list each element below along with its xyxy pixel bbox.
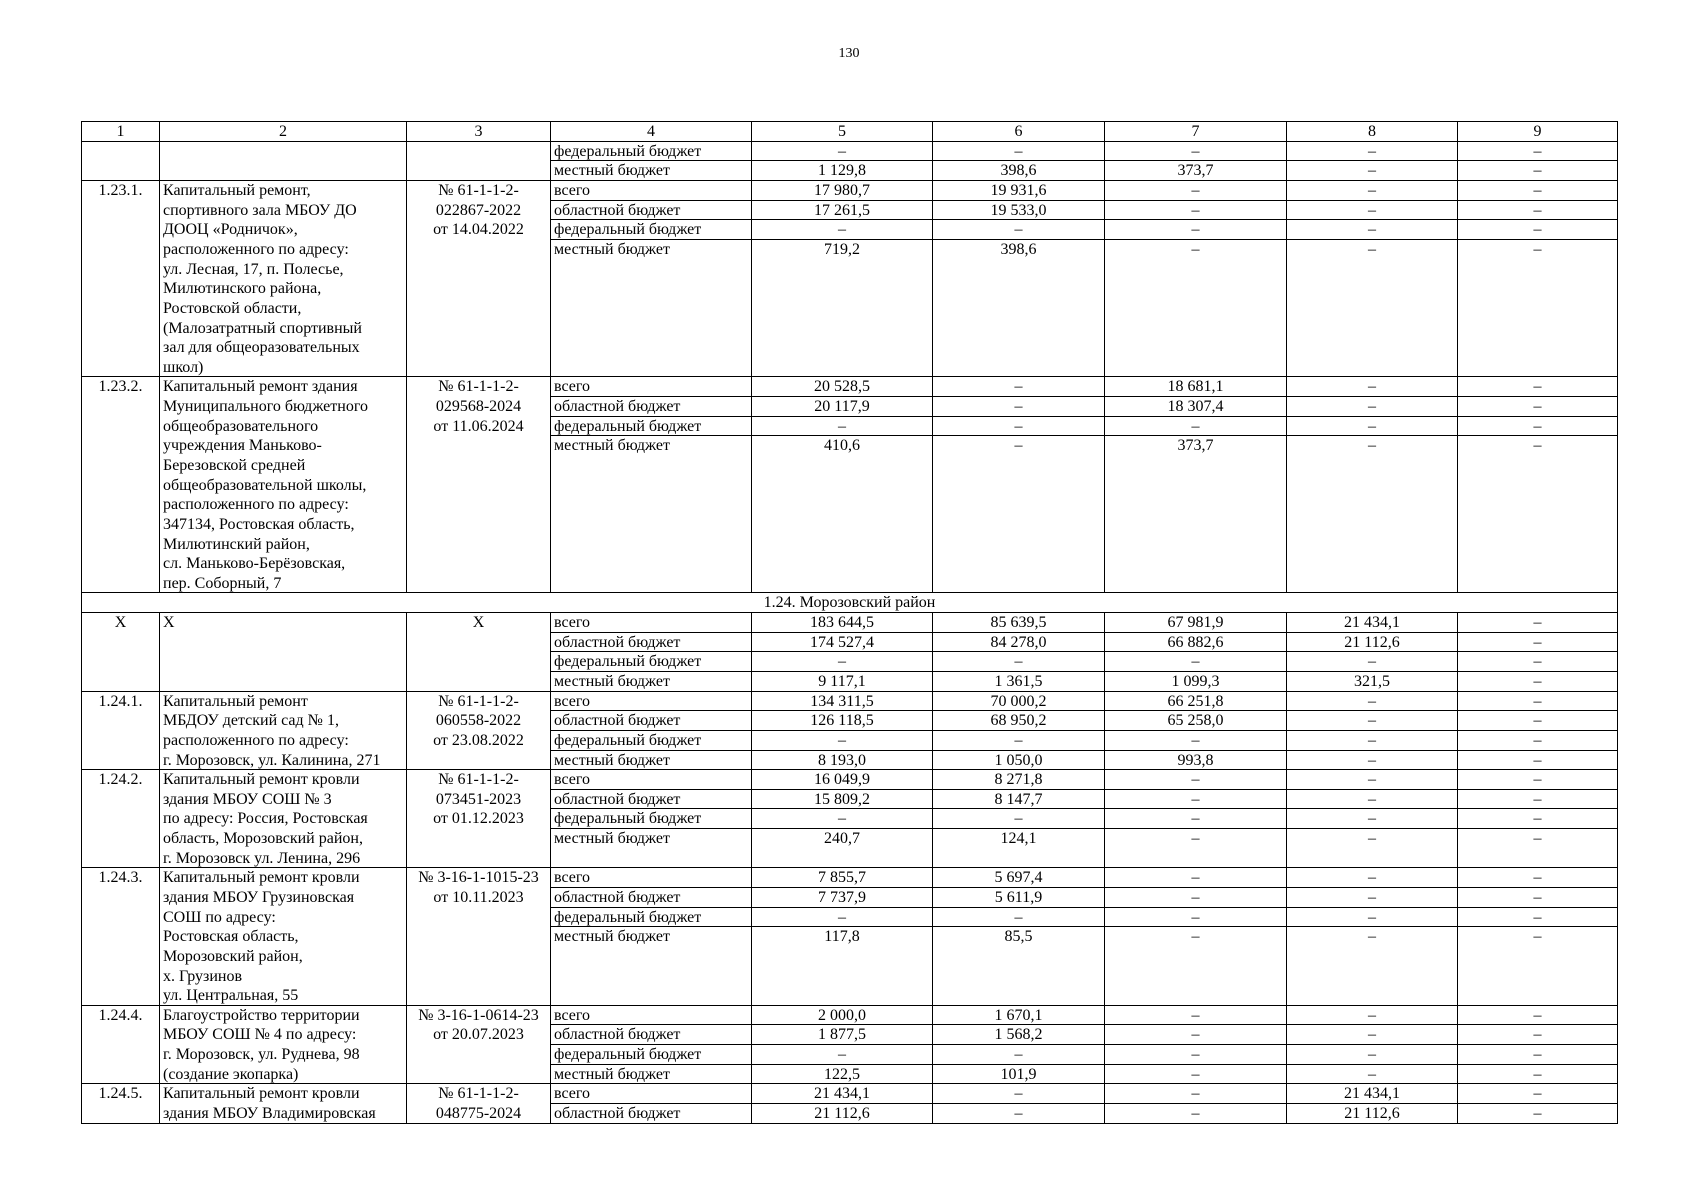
budget-value-col-6: 5 611,9 (933, 888, 1105, 908)
budget-value-col-7: – (1105, 652, 1287, 672)
item-description: Капитальный ремонт, спортивного зала МБОУ ДО ДООЦ «Родничок», расположенного по адресу: ул. Лесная, 17, п. Полесье, Милютинского района, Ростовской области, (Малозатратный спортивный зал для общеоразовательных школ) (160, 181, 407, 377)
budget-value-col-8: – (1287, 1006, 1458, 1026)
budget-value-col-6: 1 361,5 (933, 672, 1105, 692)
budget-value-col-9: – (1458, 240, 1618, 377)
header-col-4: 4 (551, 122, 752, 142)
budget-value-col-8: – (1287, 436, 1458, 593)
budget-value-col-8: – (1287, 220, 1458, 240)
budget-value-col-5: – (752, 652, 933, 672)
budget-value-col-7: – (1105, 908, 1287, 928)
budget-label: местный бюджет (551, 436, 752, 593)
budget-value-col-6: – (933, 652, 1105, 672)
budget-value-col-7: – (1105, 809, 1287, 829)
item-document: № 61-1-1-2- 060558-2022 от 23.08.2022 (407, 692, 551, 771)
budget-value-col-6: 85,5 (933, 927, 1105, 1006)
budget-value-col-6: – (933, 417, 1105, 437)
item-number: X (82, 613, 160, 692)
budget-value-col-7: 18 681,1 (1105, 377, 1287, 397)
item-number (82, 142, 160, 181)
budget-value-col-8: – (1287, 417, 1458, 437)
item-document: X (407, 613, 551, 692)
budget-label: всего (551, 770, 752, 790)
budget-value-col-8: – (1287, 868, 1458, 888)
budget-value-col-8: – (1287, 161, 1458, 181)
budget-value-col-5: 117,8 (752, 927, 933, 1006)
item-description: X (160, 613, 407, 692)
header-col-3: 3 (407, 122, 551, 142)
budget-label: всего (551, 692, 752, 712)
budget-value-col-6: – (933, 1104, 1105, 1124)
budget-value-col-7: – (1105, 888, 1287, 908)
budget-value-col-9: – (1458, 377, 1618, 397)
budget-label: всего (551, 377, 752, 397)
budget-value-col-9: – (1458, 613, 1618, 633)
budget-value-col-5: 7 855,7 (752, 868, 933, 888)
budget-label: областной бюджет (551, 1104, 752, 1124)
budget-value-col-8: – (1287, 927, 1458, 1006)
budget-value-col-5: 17 261,5 (752, 201, 933, 221)
budget-value-col-8: 321,5 (1287, 672, 1458, 692)
header-col-2: 2 (160, 122, 407, 142)
budget-value-col-9: – (1458, 1104, 1618, 1124)
budget-value-col-9: – (1458, 652, 1618, 672)
budget-value-col-6: 101,9 (933, 1065, 1105, 1085)
budget-value-col-5: 126 118,5 (752, 711, 933, 731)
budget-label: областной бюджет (551, 790, 752, 810)
budget-label: областной бюджет (551, 888, 752, 908)
budget-value-col-7: 373,7 (1105, 436, 1287, 593)
budget-value-col-6: 19 533,0 (933, 201, 1105, 221)
budget-value-col-5: 134 311,5 (752, 692, 933, 712)
budget-label: местный бюджет (551, 829, 752, 868)
budget-value-col-6: 8 147,7 (933, 790, 1105, 810)
budget-label: федеральный бюджет (551, 417, 752, 437)
budget-value-col-5: 9 117,1 (752, 672, 933, 692)
budget-value-col-5: 15 809,2 (752, 790, 933, 810)
budget-value-col-7: 993,8 (1105, 751, 1287, 771)
budget-label: всего (551, 1006, 752, 1026)
budget-value-col-9: – (1458, 1045, 1618, 1065)
budget-value-col-6: 1 050,0 (933, 751, 1105, 771)
header-col-8: 8 (1287, 122, 1458, 142)
item-document: № 3-16-1-0614-23 от 20.07.2023 (407, 1006, 551, 1085)
budget-value-col-6: – (933, 142, 1105, 162)
budget-value-col-9: – (1458, 672, 1618, 692)
budget-value-col-5: – (752, 731, 933, 751)
budget-label: областной бюджет (551, 1025, 752, 1045)
budget-label: всего (551, 1084, 752, 1104)
budget-value-col-7: 65 258,0 (1105, 711, 1287, 731)
budget-label: федеральный бюджет (551, 809, 752, 829)
item-number: 1.24.1. (82, 692, 160, 771)
budget-value-col-8: – (1287, 1065, 1458, 1085)
budget-value-col-5: 1 129,8 (752, 161, 933, 181)
budget-value-col-9: – (1458, 692, 1618, 712)
budget-value-col-6: 398,6 (933, 161, 1105, 181)
item-document (407, 142, 551, 181)
budget-label: всего (551, 613, 752, 633)
budget-value-col-8: – (1287, 809, 1458, 829)
item-description: Капитальный ремонт кровли здания МБОУ Владимировская (160, 1084, 407, 1123)
budget-value-col-8: – (1287, 751, 1458, 771)
budget-value-col-5: – (752, 142, 933, 162)
budget-value-col-7: – (1105, 142, 1287, 162)
budget-value-col-9: – (1458, 711, 1618, 731)
budget-value-col-9: – (1458, 201, 1618, 221)
budget-value-col-8: 21 112,6 (1287, 633, 1458, 653)
budget-label: федеральный бюджет (551, 652, 752, 672)
budget-value-col-9: – (1458, 142, 1618, 162)
budget-label: федеральный бюджет (551, 220, 752, 240)
budget-value-col-6: – (933, 397, 1105, 417)
budget-value-col-9: – (1458, 751, 1618, 771)
budget-value-col-5: 410,6 (752, 436, 933, 593)
budget-value-col-5: 8 193,0 (752, 751, 933, 771)
item-description (160, 142, 407, 181)
budget-value-col-9: – (1458, 633, 1618, 653)
budget-value-col-9: – (1458, 868, 1618, 888)
item-description: Капитальный ремонт кровли здания МБОУ Грузиновская СОШ по адресу: Ростовская область, Морозовский район, х. Грузинов ул. Центральная, 55 (160, 868, 407, 1005)
budget-label: местный бюджет (551, 240, 752, 377)
budget-value-col-5: – (752, 809, 933, 829)
budget-value-col-5: 20 528,5 (752, 377, 933, 397)
budget-value-col-7: – (1105, 770, 1287, 790)
budget-label: местный бюджет (551, 751, 752, 771)
budget-value-col-5: – (752, 220, 933, 240)
header-col-9: 9 (1458, 122, 1618, 142)
budget-value-col-8: 21 434,1 (1287, 613, 1458, 633)
budget-label: федеральный бюджет (551, 1045, 752, 1065)
budget-value-col-6: 19 931,6 (933, 181, 1105, 201)
budget-value-col-6: – (933, 908, 1105, 928)
budget-value-col-7: 373,7 (1105, 161, 1287, 181)
budget-value-col-6: – (933, 436, 1105, 593)
budget-value-col-5: – (752, 908, 933, 928)
budget-value-col-8: 21 112,6 (1287, 1104, 1458, 1124)
budget-value-col-7: – (1105, 181, 1287, 201)
budget-value-col-8: – (1287, 652, 1458, 672)
budget-value-col-8: – (1287, 181, 1458, 201)
budget-value-col-8: – (1287, 711, 1458, 731)
budget-value-col-5: 240,7 (752, 829, 933, 868)
budget-label: местный бюджет (551, 161, 752, 181)
budget-value-col-6: 398,6 (933, 240, 1105, 377)
budget-value-col-7: 1 099,3 (1105, 672, 1287, 692)
budget-value-col-6: 1 568,2 (933, 1025, 1105, 1045)
budget-value-col-9: – (1458, 829, 1618, 868)
budget-value-col-9: – (1458, 888, 1618, 908)
budget-value-col-6: 8 271,8 (933, 770, 1105, 790)
budget-value-col-5: 7 737,9 (752, 888, 933, 908)
header-col-1: 1 (82, 122, 160, 142)
budget-value-col-9: – (1458, 161, 1618, 181)
item-document: № 61-1-1-2- 073451-2023 от 01.12.2023 (407, 770, 551, 868)
budget-value-col-5: 17 980,7 (752, 181, 933, 201)
budget-label: местный бюджет (551, 1065, 752, 1085)
header-col-6: 6 (933, 122, 1105, 142)
budget-value-col-5: 2 000,0 (752, 1006, 933, 1026)
budget-value-col-7: – (1105, 731, 1287, 751)
budget-value-col-7: – (1105, 417, 1287, 437)
budget-value-col-8: – (1287, 201, 1458, 221)
budget-value-col-9: – (1458, 397, 1618, 417)
budget-value-col-6: – (933, 809, 1105, 829)
budget-value-col-7: 67 981,9 (1105, 613, 1287, 633)
budget-value-col-8: – (1287, 829, 1458, 868)
budget-label: всего (551, 868, 752, 888)
budget-value-col-7: – (1105, 240, 1287, 377)
budget-value-col-6: – (933, 731, 1105, 751)
budget-label: федеральный бюджет (551, 908, 752, 928)
budget-label: федеральный бюджет (551, 142, 752, 162)
budget-value-col-7: – (1105, 1084, 1287, 1104)
header-col-7: 7 (1105, 122, 1287, 142)
budget-value-col-7: – (1105, 1045, 1287, 1065)
budget-value-col-6: – (933, 1045, 1105, 1065)
item-description: Капитальный ремонт кровли здания МБОУ СОШ № 3 по адресу: Россия, Ростовская область, Морозовский район, г. Морозовск ул. Ленина, 296 (160, 770, 407, 868)
budget-value-col-8: – (1287, 240, 1458, 377)
budget-value-col-8: – (1287, 397, 1458, 417)
budget-value-col-9: – (1458, 1025, 1618, 1045)
budget-value-col-9: – (1458, 927, 1618, 1006)
budget-label: всего (551, 181, 752, 201)
item-description: Капитальный ремонт МБДОУ детский сад № 1, расположенного по адресу: г. Морозовск, ул. Калинина, 271 (160, 692, 407, 771)
page-number: 130 (838, 46, 860, 61)
budget-label: областной бюджет (551, 711, 752, 731)
budget-value-col-9: – (1458, 1084, 1618, 1104)
header-col-5: 5 (752, 122, 933, 142)
budget-table (81, 121, 1618, 1124)
budget-value-col-7: – (1105, 790, 1287, 810)
budget-label: областной бюджет (551, 397, 752, 417)
item-document: № 61-1-1-2- 029568-2024 от 11.06.2024 (407, 377, 551, 593)
budget-value-col-5: 1 877,5 (752, 1025, 933, 1045)
budget-value-col-9: – (1458, 1006, 1618, 1026)
budget-value-col-5: 174 527,4 (752, 633, 933, 653)
item-number: 1.24.5. (82, 1084, 160, 1123)
item-document: № 61-1-1-2- 022867-2022 от 14.04.2022 (407, 181, 551, 377)
budget-value-col-9: – (1458, 417, 1618, 437)
budget-value-col-8: – (1287, 142, 1458, 162)
item-number: 1.24.4. (82, 1006, 160, 1085)
budget-value-col-9: – (1458, 731, 1618, 751)
budget-value-col-6: – (933, 377, 1105, 397)
budget-value-col-8: – (1287, 888, 1458, 908)
budget-value-col-5: 21 112,6 (752, 1104, 933, 1124)
budget-value-col-8: – (1287, 1045, 1458, 1065)
budget-value-col-5: – (752, 1045, 933, 1065)
budget-value-col-7: 66 882,6 (1105, 633, 1287, 653)
budget-value-col-7: – (1105, 829, 1287, 868)
item-description: Капитальный ремонт здания Муниципального бюджетного общеобразовательного учреждения Маньково- Березовской средней общеобразовательной школы, расположенного по адресу: 347134, Ростовская область, Милютинский район, сл. Маньково-Берёзовская, пер. Соборный, 7 (160, 377, 407, 593)
budget-value-col-8: – (1287, 790, 1458, 810)
budget-value-col-5: 21 434,1 (752, 1084, 933, 1104)
budget-value-col-6: 68 950,2 (933, 711, 1105, 731)
item-number: 1.23.2. (82, 377, 160, 593)
budget-value-col-6: 1 670,1 (933, 1006, 1105, 1026)
budget-value-col-8: – (1287, 731, 1458, 751)
section-title: 1.24. Морозовский район (82, 593, 1618, 613)
budget-value-col-8: – (1287, 908, 1458, 928)
budget-value-col-9: – (1458, 436, 1618, 593)
budget-value-col-5: 16 049,9 (752, 770, 933, 790)
budget-value-col-5: 122,5 (752, 1065, 933, 1085)
budget-value-col-7: – (1105, 1065, 1287, 1085)
budget-value-col-7: 18 307,4 (1105, 397, 1287, 417)
item-document: № 61-1-1-2- 048775-2024 (407, 1084, 551, 1123)
budget-value-col-6: 84 278,0 (933, 633, 1105, 653)
budget-value-col-6: 70 000,2 (933, 692, 1105, 712)
budget-value-col-7: – (1105, 927, 1287, 1006)
budget-value-col-6: – (933, 1084, 1105, 1104)
budget-value-col-8: – (1287, 1025, 1458, 1045)
budget-label: областной бюджет (551, 633, 752, 653)
budget-value-col-9: – (1458, 220, 1618, 240)
item-number: 1.23.1. (82, 181, 160, 377)
budget-value-col-9: – (1458, 181, 1618, 201)
budget-value-col-5: – (752, 417, 933, 437)
budget-value-col-7: – (1105, 868, 1287, 888)
budget-value-col-6: 124,1 (933, 829, 1105, 868)
budget-value-col-7: – (1105, 220, 1287, 240)
budget-value-col-7: 66 251,8 (1105, 692, 1287, 712)
budget-value-col-9: – (1458, 809, 1618, 829)
budget-label: областной бюджет (551, 201, 752, 221)
budget-value-col-6: – (933, 220, 1105, 240)
budget-value-col-7: – (1105, 1006, 1287, 1026)
budget-value-col-9: – (1458, 908, 1618, 928)
budget-value-col-8: – (1287, 770, 1458, 790)
budget-value-col-7: – (1105, 201, 1287, 221)
budget-value-col-5: 719,2 (752, 240, 933, 377)
budget-label: местный бюджет (551, 927, 752, 1006)
budget-value-col-9: – (1458, 770, 1618, 790)
item-number: 1.24.2. (82, 770, 160, 868)
budget-label: местный бюджет (551, 672, 752, 692)
budget-value-col-9: – (1458, 1065, 1618, 1085)
budget-label: федеральный бюджет (551, 731, 752, 751)
budget-value-col-9: – (1458, 790, 1618, 810)
item-document: № 3-16-1-1015-23 от 10.11.2023 (407, 868, 551, 1005)
budget-value-col-8: – (1287, 692, 1458, 712)
budget-value-col-6: 5 697,4 (933, 868, 1105, 888)
budget-value-col-7: – (1105, 1104, 1287, 1124)
budget-value-col-8: 21 434,1 (1287, 1084, 1458, 1104)
budget-value-col-5: 20 117,9 (752, 397, 933, 417)
budget-value-col-5: 183 644,5 (752, 613, 933, 633)
budget-value-col-8: – (1287, 377, 1458, 397)
budget-value-col-7: – (1105, 1025, 1287, 1045)
item-number: 1.24.3. (82, 868, 160, 1005)
budget-value-col-6: 85 639,5 (933, 613, 1105, 633)
item-description: Благоустройство территории МБОУ СОШ № 4 по адресу: г. Морозовск, ул. Руднева, 98 (создание экопарка) (160, 1006, 407, 1085)
